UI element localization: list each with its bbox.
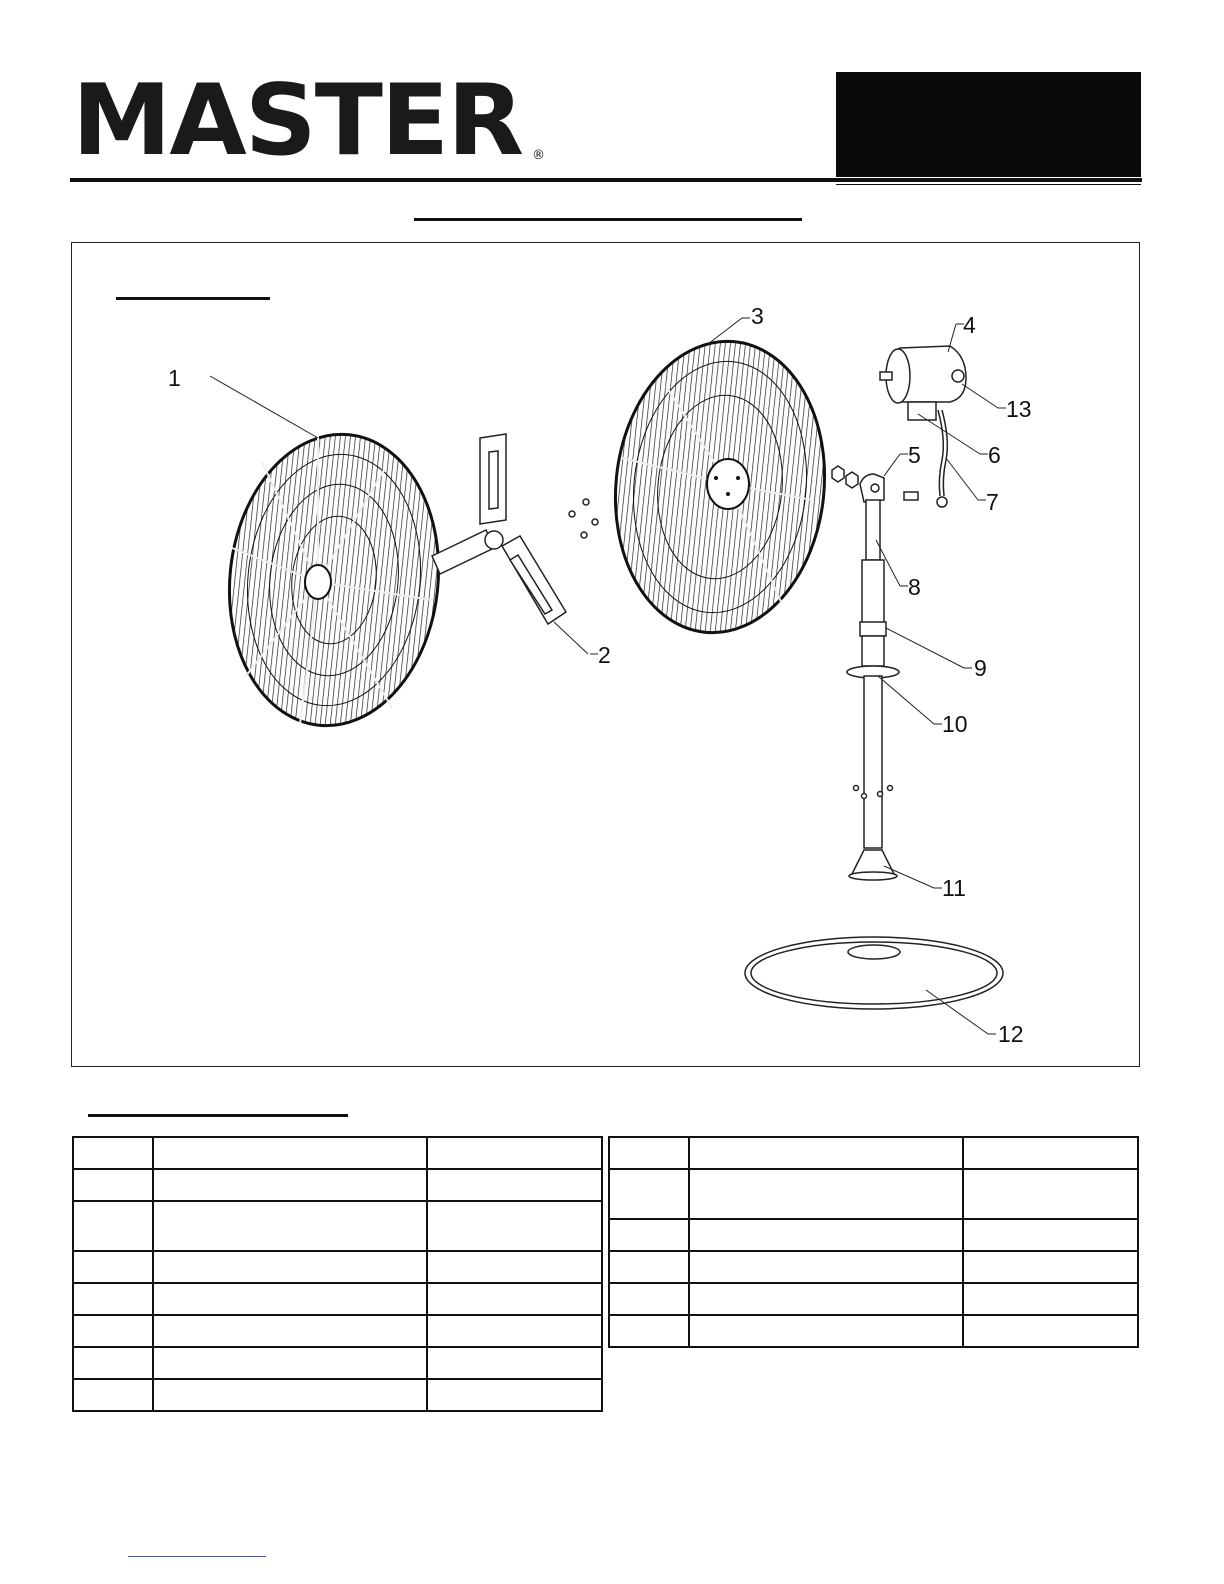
table-row [609, 1137, 1138, 1169]
callout-6: 6 [988, 442, 1001, 468]
callout-3: 3 [751, 303, 764, 329]
callout-11: 11 [942, 875, 966, 901]
callout-12: 12 [998, 1021, 1024, 1047]
callout-1: 1 [168, 365, 181, 391]
motor [880, 346, 966, 420]
table-row [73, 1201, 602, 1251]
table-row [73, 1315, 602, 1347]
table-row [609, 1219, 1138, 1251]
hardware-nuts [569, 499, 598, 538]
pole-assembly [847, 500, 899, 880]
parts-list-underline [88, 1114, 348, 1117]
footer-link-underline[interactable] [128, 1556, 266, 1557]
callout-5: 5 [908, 442, 921, 468]
callout-10: 10 [942, 711, 968, 737]
fan-blade [432, 434, 566, 624]
table-row [73, 1169, 602, 1201]
callout-13: 13 [1006, 396, 1032, 422]
table-row [609, 1251, 1138, 1283]
brand-logo: MASTER [72, 64, 523, 178]
table-row [609, 1283, 1138, 1315]
rear-grill [601, 331, 838, 643]
parts-table-right [608, 1136, 1139, 1348]
callout-9: 9 [974, 655, 987, 681]
registered-mark: ® [532, 148, 545, 163]
table-row [73, 1283, 602, 1315]
callout-2: 2 [598, 642, 611, 668]
callout-8: 8 [908, 574, 921, 600]
table-row [609, 1315, 1138, 1347]
table-row [73, 1347, 602, 1379]
table-row [73, 1251, 602, 1283]
table-row [73, 1379, 602, 1411]
callout-4: 4 [963, 312, 976, 338]
parts-table-left [72, 1136, 603, 1412]
front-grill [215, 424, 452, 736]
base-plate [745, 937, 1003, 1009]
head-bracket [832, 466, 918, 502]
callout-7: 7 [986, 489, 999, 515]
table-row [73, 1137, 602, 1169]
table-row [609, 1169, 1138, 1219]
